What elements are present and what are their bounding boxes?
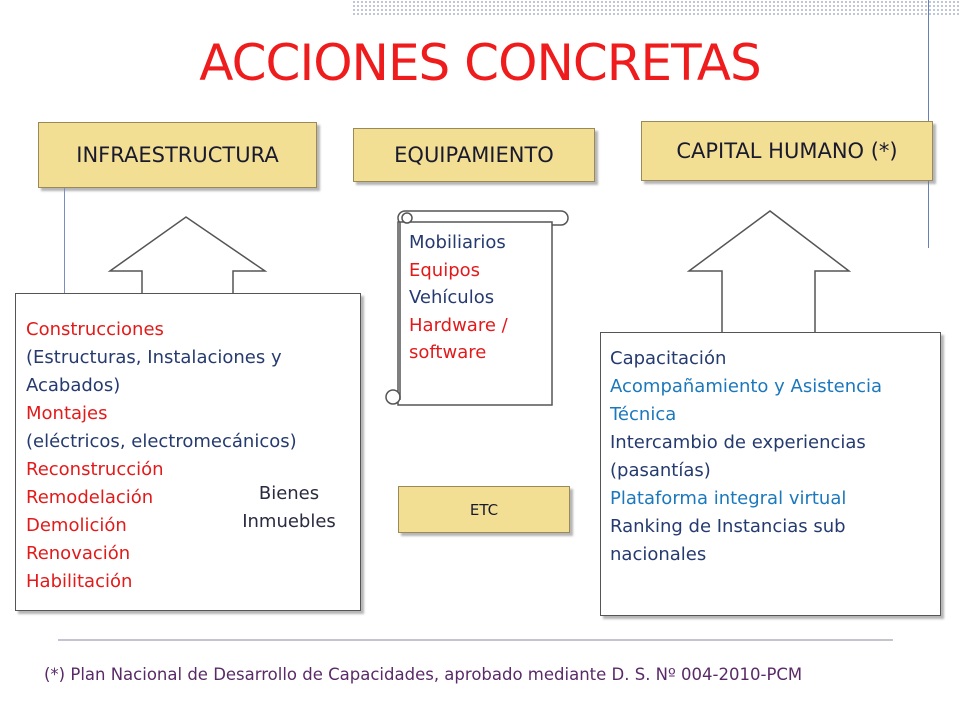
infraestructura-header-label: INFRAESTRUCTURA (76, 143, 279, 167)
infraestructura-list-box (15, 293, 361, 611)
capital-up-arrow (689, 211, 849, 334)
infra-item-remodelacion: Remodelación (26, 487, 154, 508)
capital-item-tecnica: Técnica (610, 404, 677, 425)
capital-item-plataforma: Plataforma integral virtual (610, 488, 847, 509)
bienes-inmuebles-label (234, 480, 344, 536)
capital-item-pasantias: (pasantías) (610, 460, 711, 481)
infra-item-electricos: (eléctricos, electromecánicos) (26, 431, 297, 452)
infra-item-construcciones: Construcciones (26, 319, 164, 340)
equip-item-hardware: Hardware / (409, 314, 508, 336)
equipamiento-header-label: EQUIPAMIENTO (394, 143, 554, 167)
infra-item-acabados: Acabados) (26, 375, 121, 396)
capital-item-acompanamiento: Acompañamiento y Asistencia (610, 376, 883, 397)
infra-item-renovacion: Renovación (26, 543, 131, 564)
infra-item-reconstruccion: Reconstrucción (26, 459, 164, 480)
etc-label: ETC (469, 500, 499, 519)
equip-item-mobiliarios: Mobiliarios (409, 232, 506, 253)
footnote: (*) Plan Nacional de Desarrollo de Capacidades, aprobado mediante D. S. Nº 004-2010-PCM (44, 665, 803, 684)
capital-item-nacionales: nacionales (610, 544, 707, 565)
inmuebles-label: Inmuebles (242, 511, 336, 532)
infraestructura-up-arrow (110, 217, 265, 296)
capital-item-intercambio: Intercambio de experiencias (610, 432, 866, 453)
capital-item-ranking: Ranking de Instancias sub (610, 516, 846, 537)
infra-item-habilitacion: Habilitación (26, 571, 133, 592)
capital-humano-list-box (600, 332, 941, 616)
page-title: ACCIONES CONCRETAS (199, 34, 761, 92)
equip-item-software: software (409, 342, 487, 363)
infra-item-montajes: Montajes (26, 403, 108, 424)
equipamiento-list (409, 229, 508, 367)
bienes-label: Bienes (258, 483, 320, 504)
infra-item-estructuras: (Estructuras, Instalaciones y (26, 347, 282, 368)
equip-item-vehiculos: Vehículos (409, 287, 495, 308)
equip-item-equipos: Equipos (409, 259, 481, 281)
etc-box (398, 486, 570, 533)
capital-item-capacitacion: Capacitación (610, 348, 727, 369)
infra-item-demolicion: Demolición (26, 515, 127, 536)
capital-humano-header-label: CAPITAL HUMANO (*) (676, 139, 898, 163)
